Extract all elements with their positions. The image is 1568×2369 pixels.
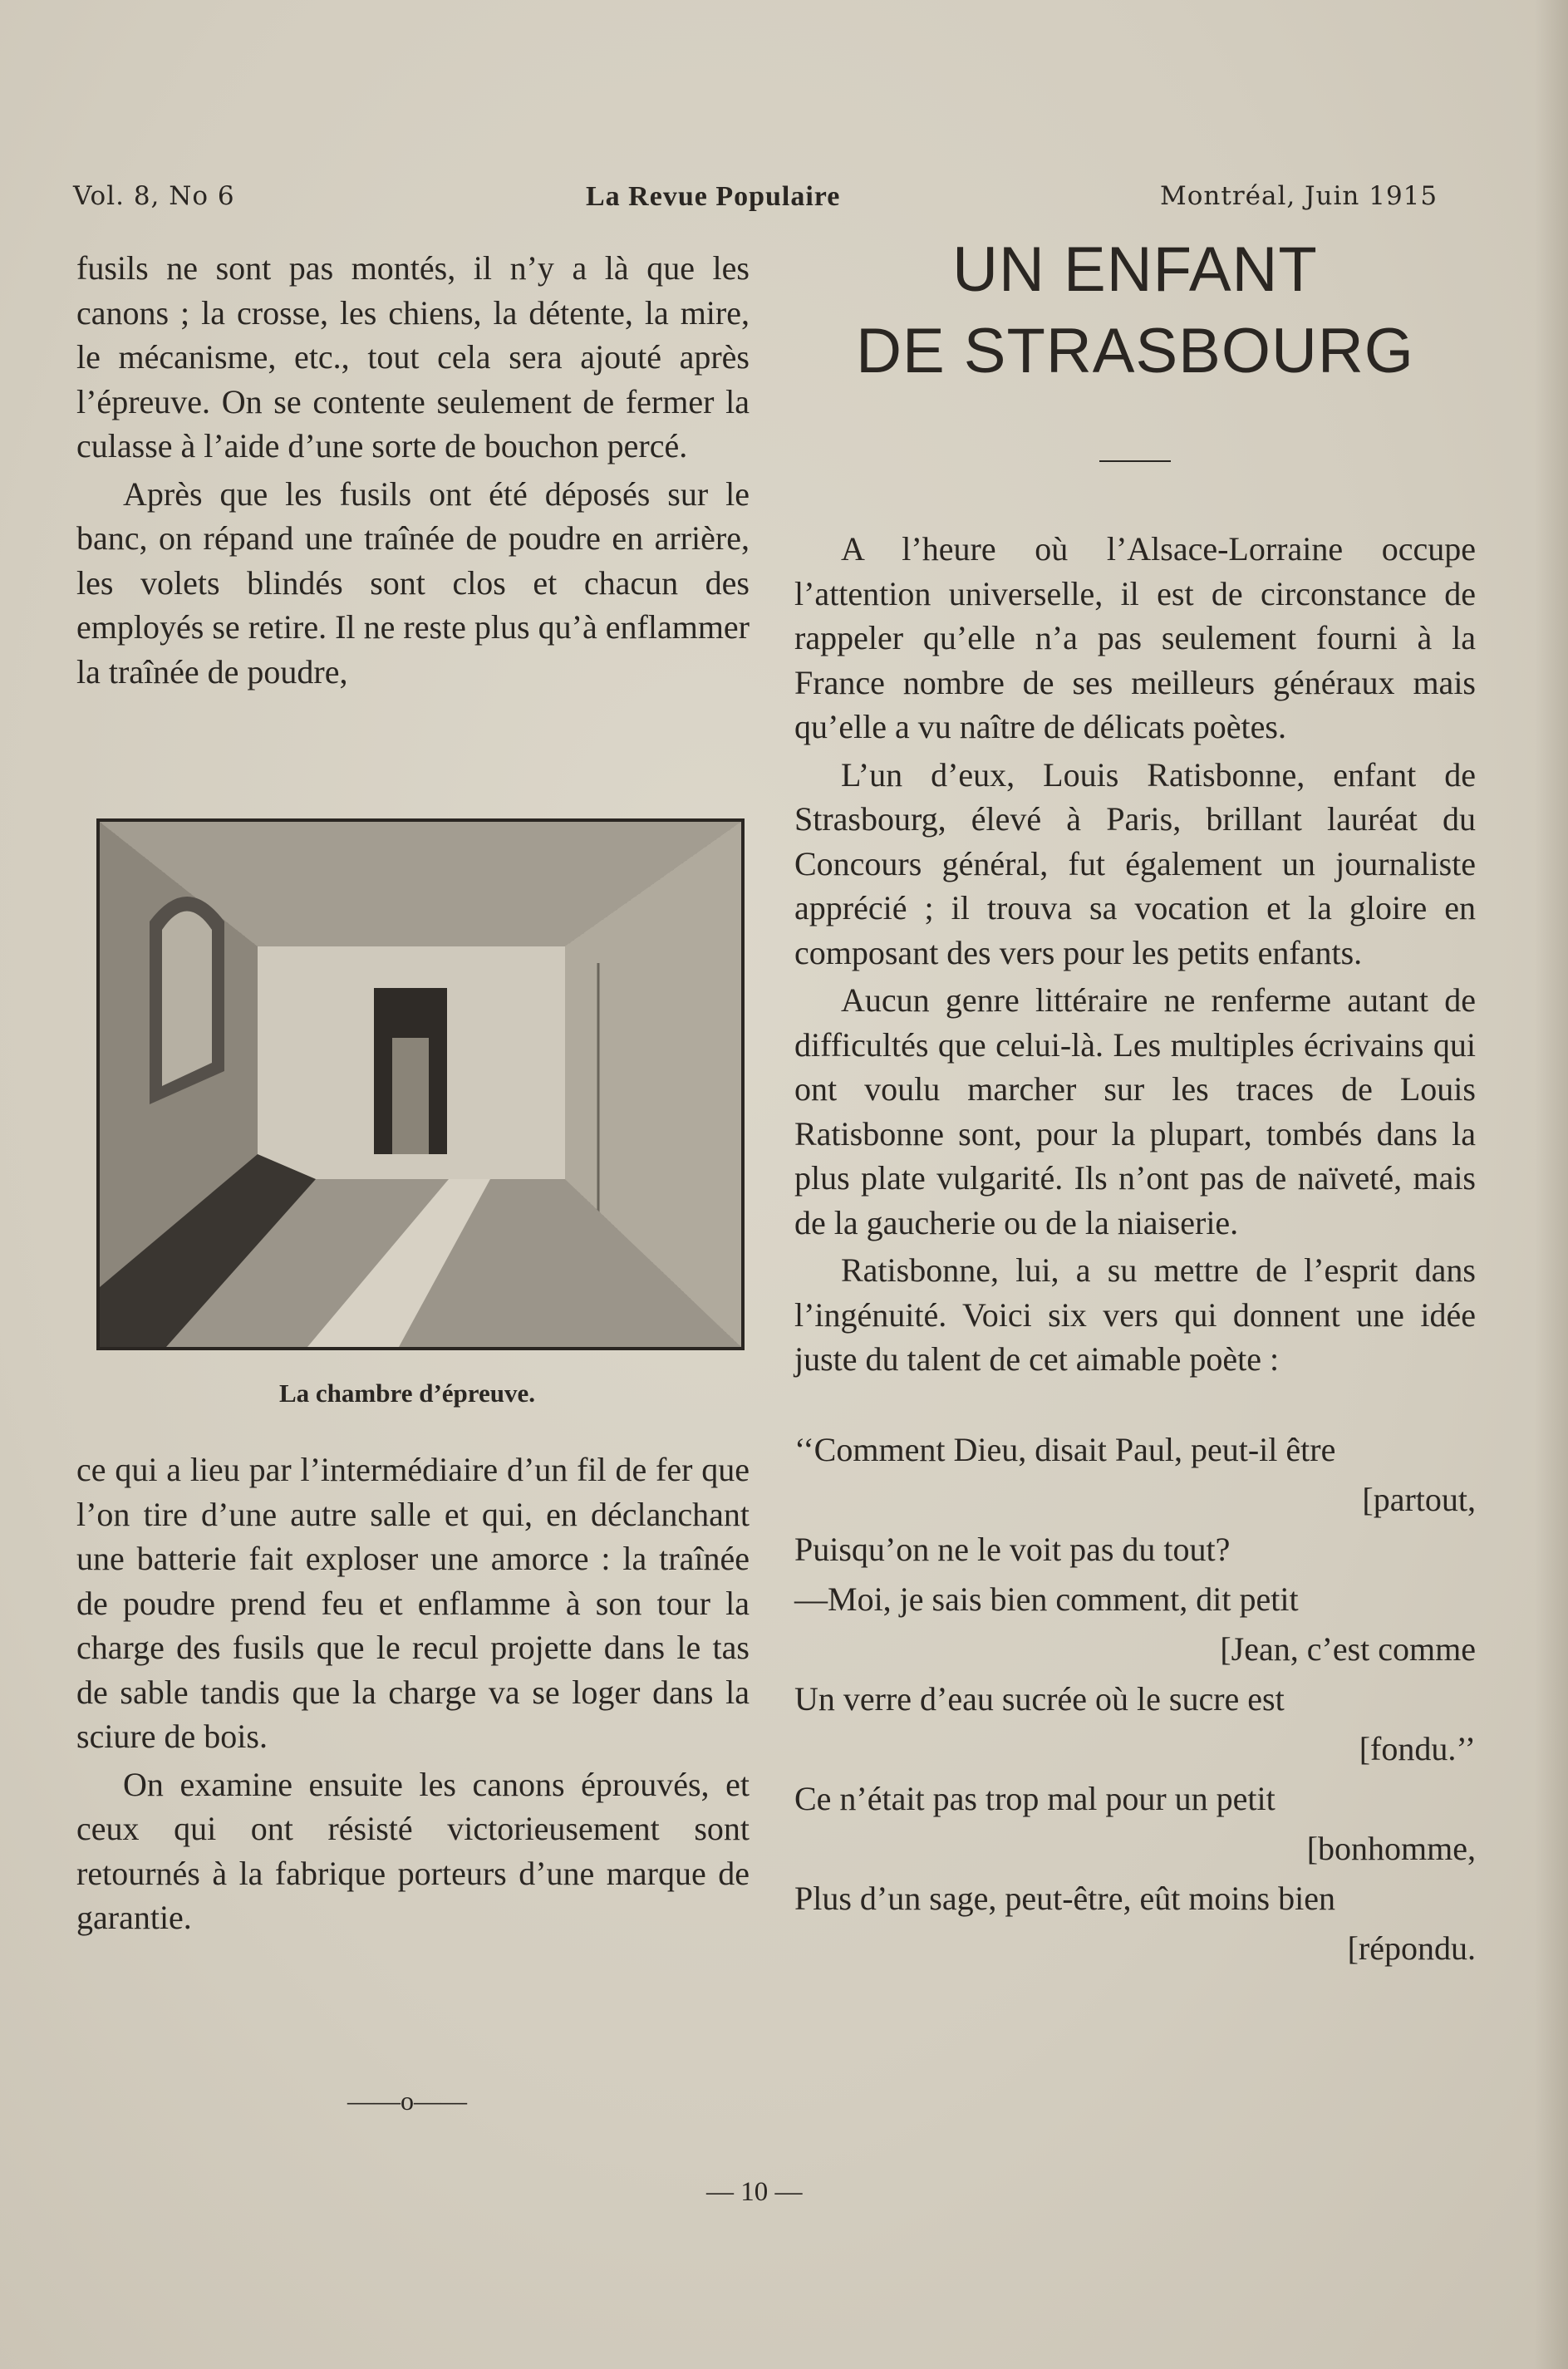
right-column [794, 229, 1476, 1973]
poem-line-3-cont: [Jean, c’est comme [1220, 1629, 1476, 1668]
section-ornament: ——o—— [347, 2086, 467, 2116]
poem-line-6: Plus d’un sage, peut-être, eût moins bien [794, 1879, 1335, 1917]
figure-caption: La chambre d’épreuve. [279, 1379, 535, 1408]
article-paragraph-4: Ratisbonne, lui, a su mettre de l’esprit dans l’ingénuité. Voici six vers qui donnent une idée juste du talent de cet aimable poète : [794, 1251, 1476, 1378]
volume-number: Vol. 8, No 6 [73, 181, 235, 211]
article-paragraph-1: A l’heure où l’Alsace-Lorraine occupe l’attention universelle, il est de circonstance de rappeler qu’elle n’a pas seulement fourni à la France nombre de ses meilleurs généraux mais qu’elle a vu naître de délicats poètes. [794, 530, 1476, 745]
poem-line-5-cont: [bonhomme, [1306, 1829, 1476, 1867]
article-paragraph-3: Aucun genre littéraire ne renferme autant de difficultés que celui-là. Les multiples écrivains qui ont voulu marcher sur les traces de Louis Ratisbonne sont, pour la plupart, tombés dans la plus plate vulgarité. Ils n’ont pas de naïveté, mais de la gaucherie ou de la niaiserie. [794, 981, 1476, 1241]
left-paragraph-4: On examine ensuite les canons éprouvés, et ceux qui ont résisté victorieusement sont retournés à la fabrique porteurs d’une marque de garantie. [76, 1765, 750, 1936]
poem-line-1: ‘‘Comment Dieu, disait Paul, peut-il être [794, 1430, 1336, 1468]
left-paragraph-1: fusils ne sont pas montés, il n’y a là que les canons ; la crosse, les chiens, la détente, la mire, le mécanisme, etc., tout cela sera ajouté après l’épreuve. On se contente seulement de fermer la culasse à l’aide d’une sorte de bouchon percé. [76, 249, 750, 464]
poem-line-1-cont: [partout, [1362, 1480, 1476, 1518]
left-column [76, 246, 750, 694]
page-edge-shadow [1535, 0, 1568, 2369]
title-rule [1099, 460, 1171, 462]
article-title-line-2: DE STRASBOURG [856, 316, 1414, 386]
poem-line-6-cont: [répondu. [1347, 1929, 1476, 1967]
poem-line-4-cont: [fondu.’’ [1359, 1729, 1476, 1767]
poem [794, 1425, 1476, 1973]
left-column-continued [76, 1447, 750, 1940]
test-chamber-photo [96, 818, 745, 1350]
article-title-line-1: UN ENFANT [952, 234, 1318, 305]
page-number: — 10 — [706, 2177, 803, 2207]
publication-title: La Revue Populaire [586, 181, 841, 212]
place-date: Montréal, Juin 1915 [1160, 181, 1438, 211]
poem-line-2: Puisqu’on ne le voit pas du tout? [794, 1530, 1231, 1568]
poem-line-5: Ce n’était pas trop mal pour un petit [794, 1779, 1276, 1817]
left-paragraph-2: Après que les fusils ont été déposés sur le banc, on répand une traînée de poudre en arrière, les volets blindés sont clos et chacun des employés se retire. Il ne reste plus qu’à enflammer la traînée de poudre, [76, 474, 750, 691]
article-paragraph-2: L’un d’eux, Louis Ratisbonne, enfant de Strasbourg, élevé à Paris, brillant lauréat du Concours général, fut également un journaliste apprécié ; il trouva sa vocation et la gloire en composant des vers pour les petits enfants. [794, 755, 1476, 971]
poem-line-3: —Moi, je sais bien comment, dit petit [794, 1580, 1299, 1618]
poem-line-4: Un verre d’eau sucrée où le sucre est [794, 1679, 1285, 1718]
left-paragraph-3: ce qui a lieu par l’intermédiaire d’un fil de fer que l’on tire d’une autre salle et qui, en déclanchant une batterie fait exploser une amorce : la traînée de poudre prend feu et enflamme à son tour la charge des fusils que le recul projette dans le tas de sable tandis que la charge va se loger dans la sciure de bois. [76, 1451, 750, 1755]
